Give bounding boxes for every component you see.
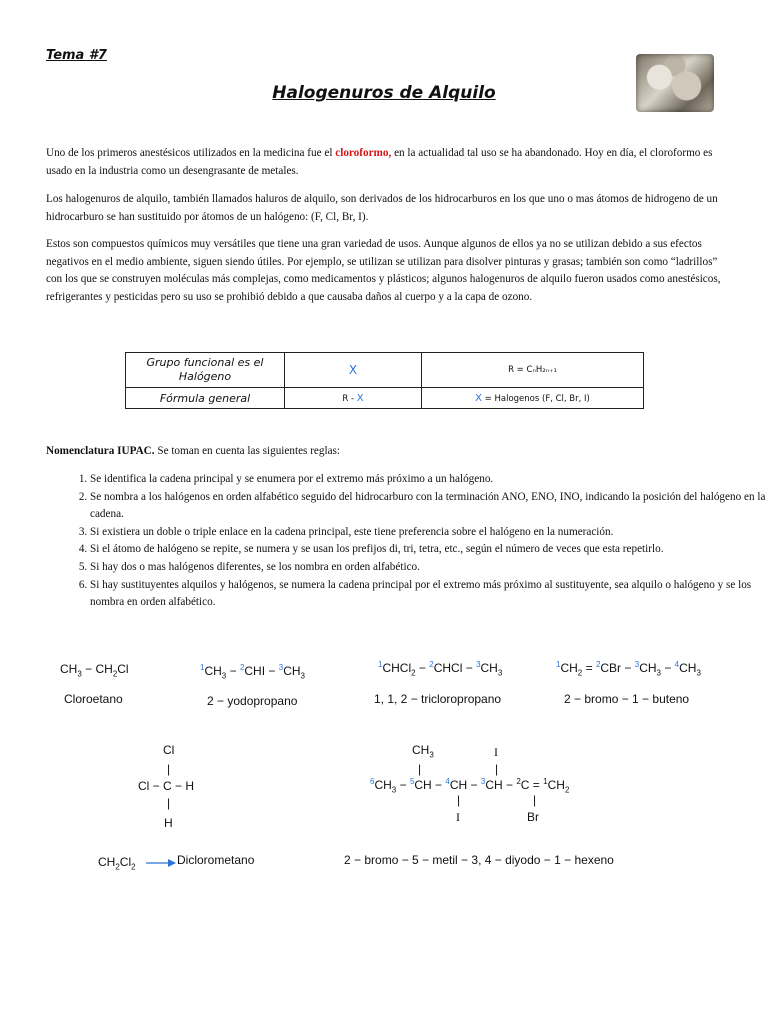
- formula-2-iodopropane: $^1CH_3 - ^2CHI - ^3CH_3$: [200, 663, 305, 681]
- cell-r-x: R - X: [285, 388, 422, 409]
- paragraph-definition: Los halogenuros de alquilo, también llamados haluros de alquilo, son derivados de los hidrocarburos en los que uno o mas átomos de hidrogeno de un hidrocarburo se han sustituido por átomos de un halógeno: (F, Cl, Br, I).: [46, 193, 718, 223]
- list-item: 2. Se nombra a los halógenos en orden alfabético seguido del hidrocarburo con la terminación ANO, ENO, INO, indicando la posición del halógeno en la cadena.: [90, 489, 768, 524]
- nomenclature-heading: Nomenclatura IUPAC. Se toman en cuenta las siguientes reglas:: [46, 445, 341, 457]
- cell-x: X: [285, 353, 422, 388]
- structure-cl-top: Cl: [163, 743, 175, 757]
- structure-bond: |: [495, 762, 499, 776]
- structure-h-bottom: H: [164, 816, 173, 830]
- paragraph-uses: Estos son compuestos químicos muy versátiles que tiene una gran variedad de usos. Aunque algunos de ellos ya no se utilizan debido a sus efectos negativos en el medio ambiente, siguen siendo útiles. Por ejemplo, se utilizan se utilizan para disolver pinturas y grasas; también son como “ladrillos” con los que se construyen moléculas más complejas, como medicamentos y plásticos; algunos halogenuros de alquilo fueron usados como anestésicos, refrigerantes y pesticidas pero su uso se prohibió debido a que causaba daños al cuerpo y a la capa de ozono.: [46, 238, 721, 303]
- list-item: 6. Si hay sustituyentes alquilos y halógenos, se numera la cadena principal por el extremo más próximo al sustituyente, sea alquilo o halógeno y se los nombra en orden alfabético.: [90, 577, 768, 612]
- list-item: 4. Si el átomo de halógeno se repite, se numera y se usan los prefijos di, tri, tetra, etc., según el número de veces que esta repetirlo.: [90, 541, 768, 559]
- structure-bond: |: [457, 793, 461, 807]
- rules-list: [46, 471, 768, 612]
- formula-dichloromethane: $CH_2Cl_2$: [98, 855, 136, 872]
- structure-bond: |: [418, 762, 422, 776]
- name-2-iodopropane: 2 − yodopropano: [207, 694, 298, 708]
- arrow-icon: [146, 858, 176, 868]
- header-photo: [636, 54, 714, 112]
- structure-bromo: Br: [527, 810, 539, 824]
- list-item: 3. Si existiera un doble o triple enlace en la cadena principal, este tiene preferencia sobre el halógeno en la numeración.: [90, 524, 768, 542]
- formula-bromobutene: $^1CH_2 = ^2CBr - ^3CH_3 - ^4CH_3$: [556, 660, 701, 678]
- topic-number: Tema #7: [46, 48, 107, 63]
- structure-methyl: $CH_3$: [412, 743, 434, 760]
- list-item: 1. Se identifica la cadena principal y se enumera por el extremo más próximo a un halógeno.: [90, 471, 768, 489]
- structure-hexene: $^6CH_3 - ^5CH - ^4CH - ^3CH - ^2C = ^1CH_2$: [370, 777, 570, 795]
- list-item: 5. Si hay dos o mas halógenos diferentes, se los nombra en orden alfabético.: [90, 559, 768, 577]
- structure-iodo-top: I: [494, 745, 498, 759]
- paragraph-intro: Uno de los primeros anestésicos utilizados en la medicina fue el cloroformo, en la actualidad tal uso se ha abandonado. Hoy en día, el cloroformo es usado en la industria como un desengrasante de metales.: [46, 147, 713, 177]
- name-chloroethane: Cloroetano: [64, 692, 123, 706]
- name-bromobutene: 2 − bromo − 1 − buteno: [564, 692, 690, 706]
- structure-bond: |: [533, 793, 537, 807]
- structure-bond: |: [167, 762, 171, 776]
- structure-bond: |: [167, 796, 171, 810]
- structure-iodo-bottom: I: [456, 810, 460, 824]
- name-trichloropropane: 1, 1, 2 − tricloropropano: [374, 692, 502, 706]
- cell-halogens: X = Halogenos (F, Cl, Br, I): [422, 388, 644, 409]
- formula-chloroethane: $CH_3 - CH_2Cl$: [60, 662, 129, 679]
- properties-table: [125, 352, 644, 409]
- table-row: [126, 388, 644, 409]
- page-title: Halogenuros de Alquilo: [272, 83, 496, 103]
- structure-dichloromethane: Cl − C − H: [138, 779, 195, 793]
- highlight-cloroformo: cloroformo,: [335, 147, 392, 159]
- cell-general-formula: Fórmula general: [126, 388, 285, 409]
- table-row: [126, 353, 644, 388]
- cell-functional-group: Grupo funcional es el Halógeno: [126, 353, 285, 388]
- name-hexene: 2 − bromo − 5 − metil − 3, 4 − diyodo − 1 − hexeno: [344, 853, 614, 867]
- name-dichloromethane: Diclorometano: [177, 853, 255, 867]
- cell-r-formula: R = CₙH₂ₙ₊₁: [422, 353, 644, 388]
- formula-trichloropropane: $^1$CHCl$_2$ − $^2$CHCl − $^3CH_3$: [378, 660, 503, 678]
